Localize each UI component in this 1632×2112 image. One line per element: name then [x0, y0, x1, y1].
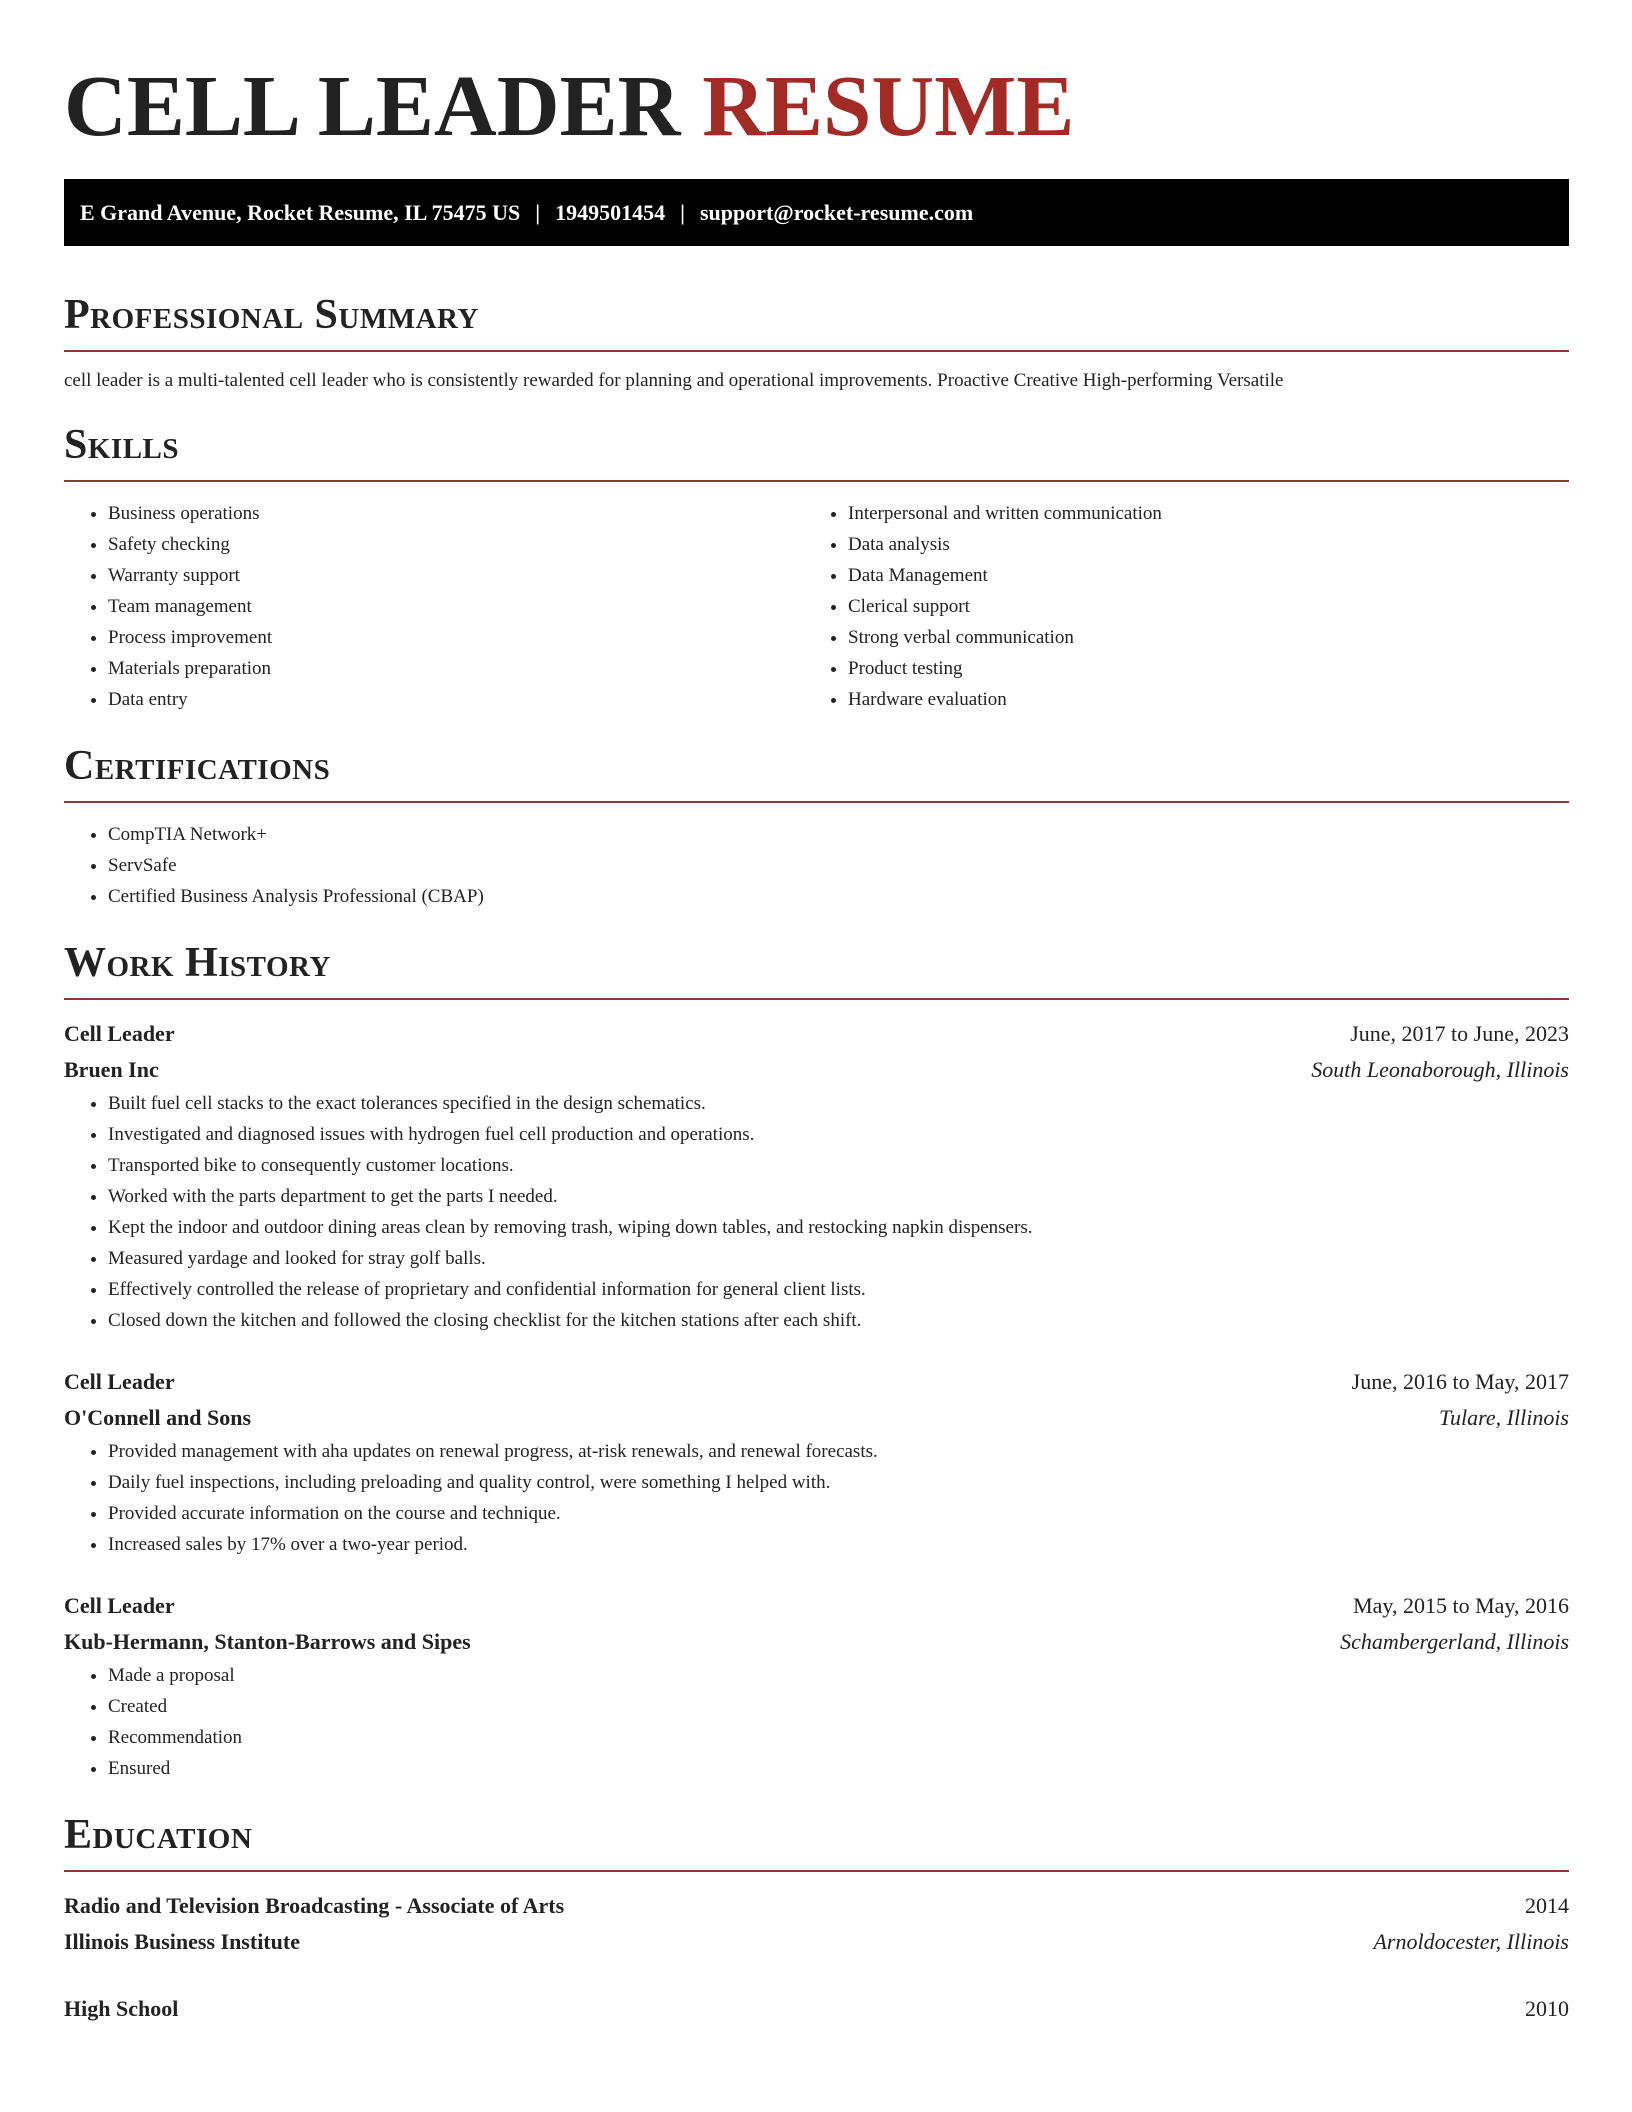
- skill-item: • Data analysis: [848, 529, 1569, 560]
- section-divider: [64, 350, 1569, 352]
- section-divider: [64, 1870, 1569, 1872]
- certification-item: • ServSafe: [108, 850, 1569, 881]
- summary-section: [64, 290, 1569, 394]
- summary-text: cell leader is a multi-talented cell leader who is consistently rewarded for planning and operational improvements. Proactive Creative High-performing Versatile: [64, 370, 1284, 391]
- job-bullet: • Increased sales by 17% over a two-year period.: [108, 1529, 1569, 1560]
- job-bullet: • Created: [108, 1691, 1569, 1722]
- skill-item: • Data entry: [108, 684, 804, 715]
- job-dates: June, 2016 to May, 2017: [1351, 1369, 1569, 1394]
- education-degree-row: [64, 1991, 1569, 2027]
- education-school-row: [64, 1924, 1569, 1960]
- education-section: [64, 1810, 1569, 2027]
- contact-separator: |: [680, 199, 685, 225]
- education-school: Illinois Business Institute: [64, 1929, 300, 1954]
- education-year: 2014: [1525, 1893, 1569, 1918]
- skill-item: • Strong verbal communication: [848, 622, 1569, 653]
- certification-item: • CompTIA Network+: [108, 819, 1569, 850]
- skill-item: • Materials preparation: [108, 653, 804, 684]
- job-bullet: • Made a proposal: [108, 1660, 1569, 1691]
- job-company-row: [64, 1052, 1569, 1088]
- job-location: Tulare, Illinois: [1439, 1405, 1569, 1430]
- certifications-list: [64, 819, 1569, 912]
- job-bullet: • Measured yardage and looked for stray golf balls.: [108, 1243, 1569, 1274]
- resume-title: [64, 57, 1569, 154]
- job-title: Cell Leader: [64, 1369, 175, 1394]
- title-accent: RESUME: [702, 57, 1075, 154]
- job-dates: May, 2015 to May, 2016: [1353, 1593, 1569, 1618]
- job-title: Cell Leader: [64, 1021, 175, 1046]
- job-entry: [64, 1364, 1569, 1560]
- contact-phone: 1949501454: [555, 199, 666, 225]
- title-main: CELL LEADER: [64, 57, 681, 154]
- job-bullet: • Ensured: [108, 1753, 1569, 1784]
- work-history-heading: Work History: [64, 940, 331, 986]
- job-bullet: • Investigated and diagnosed issues with hydrogen fuel cell production and operations.: [108, 1119, 1569, 1150]
- certifications-heading: Certifications: [64, 743, 331, 789]
- job-bullet: • Worked with the parts department to get the parts I needed.: [108, 1181, 1569, 1212]
- job-company-row: [64, 1400, 1569, 1436]
- job-bullet: • Kept the indoor and outdoor dining areas clean by removing trash, wiping down tables, and restocking napkin dispensers.: [108, 1212, 1569, 1243]
- skill-item: • Process improvement: [108, 622, 804, 653]
- job-bullet: • Transported bike to consequently customer locations.: [108, 1150, 1569, 1181]
- skills-left-list: [64, 498, 804, 715]
- section-divider: [64, 480, 1569, 482]
- job-company: Bruen Inc: [64, 1057, 159, 1082]
- contact-email: support@rocket-resume.com: [699, 199, 974, 225]
- job-bullets: [64, 1088, 1569, 1336]
- skills-heading: Skills: [64, 422, 180, 468]
- skill-item: • Clerical support: [848, 591, 1569, 622]
- education-degree: Radio and Television Broadcasting - Associate of Arts: [64, 1893, 565, 1918]
- skills-section: [64, 420, 1569, 715]
- contact-bar: [64, 179, 1569, 246]
- job-bullet: • Effectively controlled the release of proprietary and confidential information for general client lists.: [108, 1274, 1569, 1305]
- job-entry: [64, 1588, 1569, 1784]
- job-header-row: [64, 1364, 1569, 1400]
- skill-item: • Warranty support: [108, 560, 804, 591]
- skill-item: • Business operations: [108, 498, 804, 529]
- summary-heading: Professional Summary: [64, 292, 479, 338]
- job-entry: [64, 1016, 1569, 1336]
- job-location: Schambergerland, Illinois: [1340, 1629, 1569, 1654]
- education-entry: [64, 1888, 1569, 1960]
- job-bullet: • Recommendation: [108, 1722, 1569, 1753]
- work-history-section: [64, 938, 1569, 1784]
- job-bullet: • Closed down the kitchen and followed the closing checklist for the kitchen stations after each shift.: [108, 1305, 1569, 1336]
- certifications-section: [64, 741, 1569, 912]
- job-bullet: • Provided accurate information on the course and technique.: [108, 1498, 1569, 1529]
- education-heading: Education: [64, 1812, 253, 1858]
- skill-item: • Team management: [108, 591, 804, 622]
- skill-item: • Hardware evaluation: [848, 684, 1569, 715]
- section-divider: [64, 801, 1569, 803]
- education-degree-row: [64, 1888, 1569, 1924]
- job-bullets: [64, 1660, 1569, 1784]
- job-company: Kub-Hermann, Stanton-Barrows and Sipes: [64, 1629, 471, 1654]
- job-location: South Leonaborough, Illinois: [1311, 1057, 1569, 1082]
- education-entry: [64, 1991, 1569, 2027]
- skill-item: • Product testing: [848, 653, 1569, 684]
- contact-separator: |: [535, 199, 541, 225]
- education-degree: High School: [64, 1996, 179, 2021]
- job-bullet: • Daily fuel inspections, including preloading and quality control, were something I helped with.: [108, 1467, 1569, 1498]
- job-header-row: [64, 1588, 1569, 1624]
- certification-item: • Certified Business Analysis Professional (CBAP): [108, 881, 1569, 912]
- job-company-row: [64, 1624, 1569, 1660]
- contact-address: E Grand Avenue, Rocket Resume, IL 75475 US: [80, 199, 521, 225]
- skill-item: • Interpersonal and written communication: [848, 498, 1569, 529]
- job-dates: June, 2017 to June, 2023: [1350, 1021, 1569, 1046]
- skill-item: • Safety checking: [108, 529, 804, 560]
- job-header-row: [64, 1016, 1569, 1052]
- job-company: O'Connell and Sons: [64, 1405, 252, 1430]
- skills-grid: [64, 498, 1569, 715]
- job-bullet: • Built fuel cell stacks to the exact tolerances specified in the design schematics.: [108, 1088, 1569, 1119]
- education-location: Arnoldocester, Illinois: [1373, 1929, 1569, 1954]
- education-year: 2010: [1525, 1996, 1569, 2021]
- section-divider: [64, 998, 1569, 1000]
- job-title: Cell Leader: [64, 1593, 175, 1618]
- skills-right-list: [804, 498, 1569, 715]
- job-bullet: • Provided management with aha updates on renewal progress, at-risk renewals, and renewal forecasts.: [108, 1436, 1569, 1467]
- skill-item: • Data Management: [848, 560, 1569, 591]
- job-bullets: [64, 1436, 1569, 1560]
